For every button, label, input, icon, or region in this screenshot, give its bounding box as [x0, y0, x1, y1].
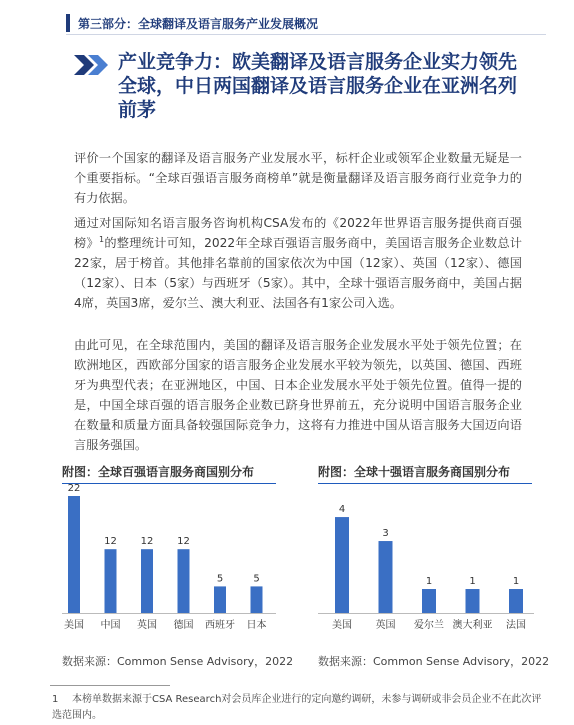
data-label: 4 — [338, 504, 346, 516]
bar — [509, 589, 523, 613]
chart-source: 数据来源：Common Sense Advisory，2022 — [62, 655, 294, 668]
bar — [68, 496, 80, 613]
data-label: 3 — [382, 528, 389, 540]
header-accent-bar — [66, 14, 70, 32]
data-label: 1 — [512, 576, 520, 588]
paragraph-2 — [74, 213, 522, 313]
data-label: 5 — [253, 573, 260, 585]
category-label: 英国 — [375, 620, 396, 631]
paragraph-2-part-b: 的整理统计可知，2022年全球百强语言服务商中，美国语言服务企业数总计22家，居于榜首。其他排名靠前的国家依次为中国（12家）、英国（12家）、德国（12家）、日本（5家）与西班牙（5家）。其中，全球十强语言服务商中，美国占据4席，英国3席，爱尔兰、澳大利亚、法国各有1家公司入选。 — [74, 236, 522, 310]
page-header — [66, 12, 546, 34]
data-label: 12 — [104, 536, 117, 548]
bar — [466, 589, 480, 613]
category-label: 日本 — [246, 620, 267, 631]
data-label: 1 — [469, 576, 476, 588]
bar — [379, 541, 393, 613]
data-label: 12 — [177, 536, 190, 548]
category-label: 英国 — [137, 620, 157, 631]
bar — [141, 549, 153, 613]
paragraph-1: 评价一个国家的翻译及语言服务产业发展水平，标杆企业或领军企业数量无疑是一个重要指标。“全球百强语言服务商榜单”就是衡量翻译及语言服务商行业竞争力的有力依据。 — [74, 151, 522, 205]
data-label: 1 — [425, 576, 433, 588]
footnote-ref: 1 — [98, 234, 105, 244]
footnote-number: 1 — [52, 694, 59, 705]
footnote — [52, 692, 544, 724]
paragraph-2-part-a: 通过对国际知名语言服务咨询机构CSA发布的《2022年世界语言服务提供商百强榜》 — [74, 216, 522, 250]
bar — [422, 589, 436, 613]
category-label: 美国 — [64, 620, 84, 631]
footnote-divider — [50, 685, 170, 686]
chart-plot — [318, 491, 536, 641]
bar — [335, 517, 349, 613]
chart-top10-by-country — [318, 463, 550, 673]
data-label: 12 — [140, 536, 154, 548]
chart-title-underline — [318, 483, 532, 484]
chart-source: 数据来源：Common Sense Advisory，2022 — [318, 655, 550, 668]
bar — [214, 586, 226, 613]
header-text: 第三部分：全球翻译及语言服务产业发展概况 — [78, 17, 319, 31]
bar — [251, 586, 263, 613]
category-label: 美国 — [332, 620, 352, 631]
bar — [105, 549, 117, 613]
section-title: 产业竞争力：欧美翻译及语言服务企业实力领先全球，中日两国翻译及语言服务企业在亚洲名列前茅 — [118, 51, 518, 121]
data-label: 5 — [216, 573, 224, 585]
category-label: 中国 — [100, 620, 121, 631]
category-label: 德国 — [173, 620, 194, 631]
header-divider — [66, 34, 546, 35]
footnote-text: 本榜单数据来源于CSA Research对会员库企业进行的定向邀约调研，未参与调研或非会员企业不在此次评选范围内。 — [52, 694, 542, 721]
data-label: 22 — [67, 483, 81, 494]
chart-title-underline — [62, 483, 276, 484]
paragraph-3: 由此可见，在全球范围内，美国的翻译及语言服务企业发展水平处于领先位置；在欧洲地区，西欧部分国家的语言服务企业发展水平较为领先，以英国、德国、西班牙为典型代表；在亚洲地区，中国、日本企业发展水平处于领先位置。值得一提的是，中国全球百强的语言服务企业数已跻身世界前五，充分说明中国语言服务企业在数量和质量方面具备较强国际竞争力，这将有力推进中国从语言服务大国迈向语言服务强国。 — [74, 338, 522, 452]
double-chevron-icon — [72, 52, 112, 78]
chart-top100-by-country — [62, 463, 294, 673]
bar — [178, 549, 190, 613]
category-label: 法国 — [506, 620, 526, 631]
chart-title: 附图：全球百强语言服务商国别分布 — [62, 465, 255, 479]
chart-title: 附图：全球十强语言服务商国别分布 — [318, 465, 511, 479]
chart-plot — [62, 483, 278, 641]
category-label: 爱尔兰 — [414, 620, 444, 631]
category-label: 西班牙 — [205, 620, 235, 631]
category-label: 澳大利亚 — [452, 620, 493, 631]
